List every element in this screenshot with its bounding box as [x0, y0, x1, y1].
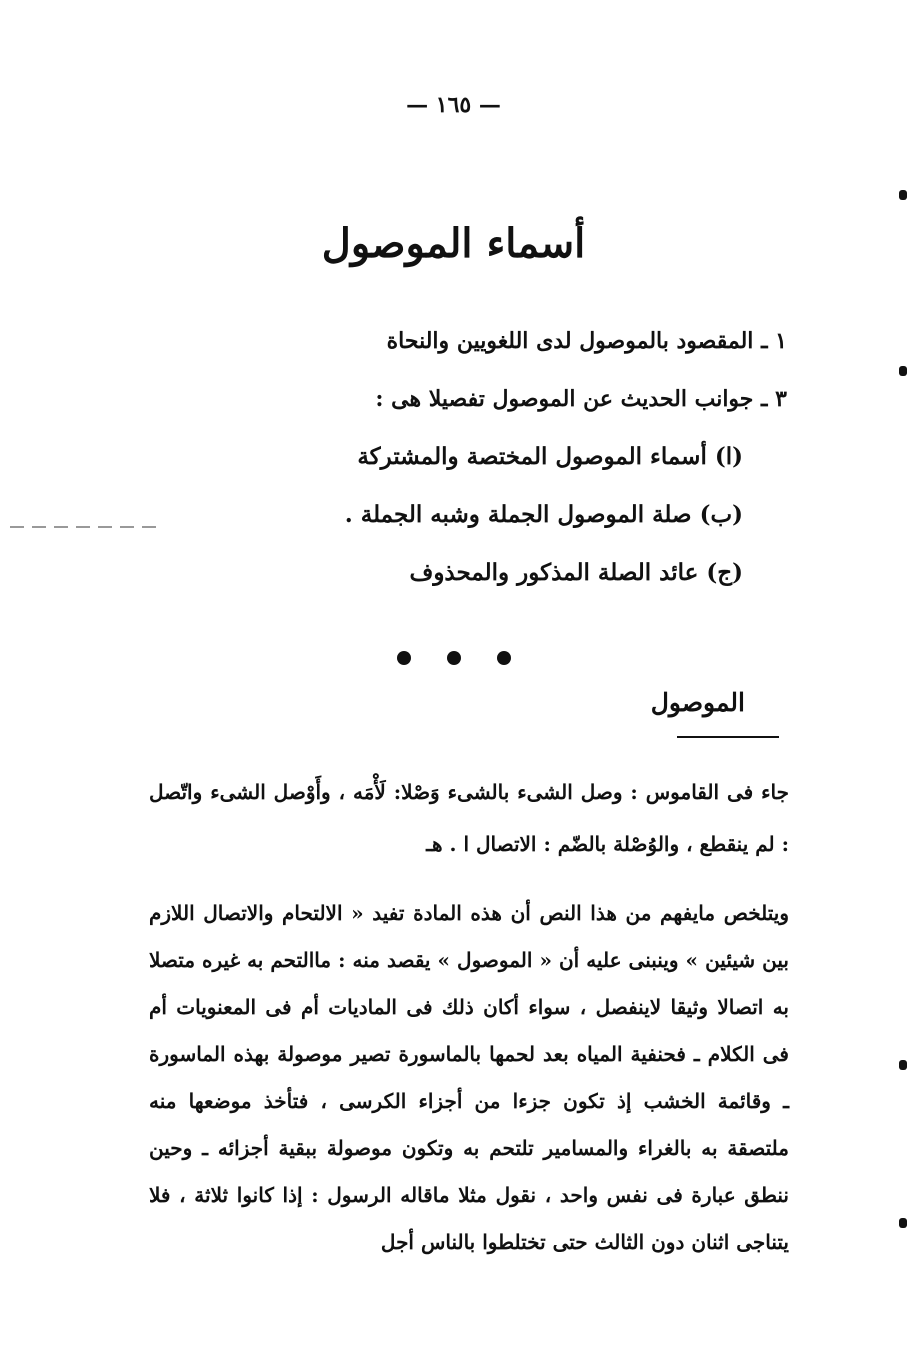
section-title-underline [677, 736, 779, 738]
paragraph-dictionary-definition: جاء فى القاموس : وصل الشىء بالشىء وَصْلا: لَأْمَه ، وأَوْصل الشىء واتّصل : لم ينقطع ، والوُصْلة بالضّم : الاتصال ا . هـ [149, 780, 789, 856]
chapter-outline [120, 312, 787, 602]
paragraph-explanation: ويتلخص مايفهم من هذا النص أن هذه المادة تفيد « الالتحام والاتصال اللازم بين شيئين » وينبنى عليه أن « الموصول » يقصد منه : ماالتحم به غيره متصلا به اتصالا وثيقا لاينفصل ، سواء أكان ذلك فى الماديات أم فى المعنويات أم فى الكلام ـ فحنفية المياه بعد لحمها بالماسورة تصير موصولة بهذه الماسورة ـ وقائمة الخشب إذ تكون جزءا من أجزاء الكرسى ، فتأخذ موضعها منه ملتصقة به بالغراء والمسامير تلتحم به وتكون موصولة ببقية أجزائه ـ وحين ننطق عبارة فى نفس واحد ، نقول مثلا ماقاله الرسول : إذا كانوا ثلاثة ، فلا يتناجى اثنان دون الثالث حتى تختلطوا بالناس أجل [149, 901, 789, 1254]
scan-edge-mark [899, 190, 907, 200]
outline-item-1: ١ ـ المقصود بالموصول لدى اللغويين والنحاة [386, 328, 787, 354]
outline-subitem-b: (ب) صلة الموصول الجملة وشبه الجملة . [344, 501, 743, 528]
scan-edge-mark [899, 1218, 907, 1228]
outline-subitem-a: (ا) أسماء الموصول المختصة والمشتركة [357, 443, 743, 470]
chapter-title: أسماء الموصول [321, 220, 586, 267]
section-separator [0, 650, 907, 669]
outline-subitem-c: (ج) عائد الصلة المذكور والمحذوف [409, 559, 743, 586]
separator-dot [397, 651, 411, 665]
page-number: — ١٦٥ — [406, 92, 501, 118]
outline-item-3: ٣ ـ جوانب الحديث عن الموصول تفصيلا هى : [375, 386, 787, 412]
scan-edge-mark [899, 366, 907, 376]
section-title: الموصول [650, 688, 745, 717]
separator-dot [447, 651, 461, 665]
separator-dot [497, 651, 511, 665]
scan-edge-mark [899, 1060, 907, 1070]
